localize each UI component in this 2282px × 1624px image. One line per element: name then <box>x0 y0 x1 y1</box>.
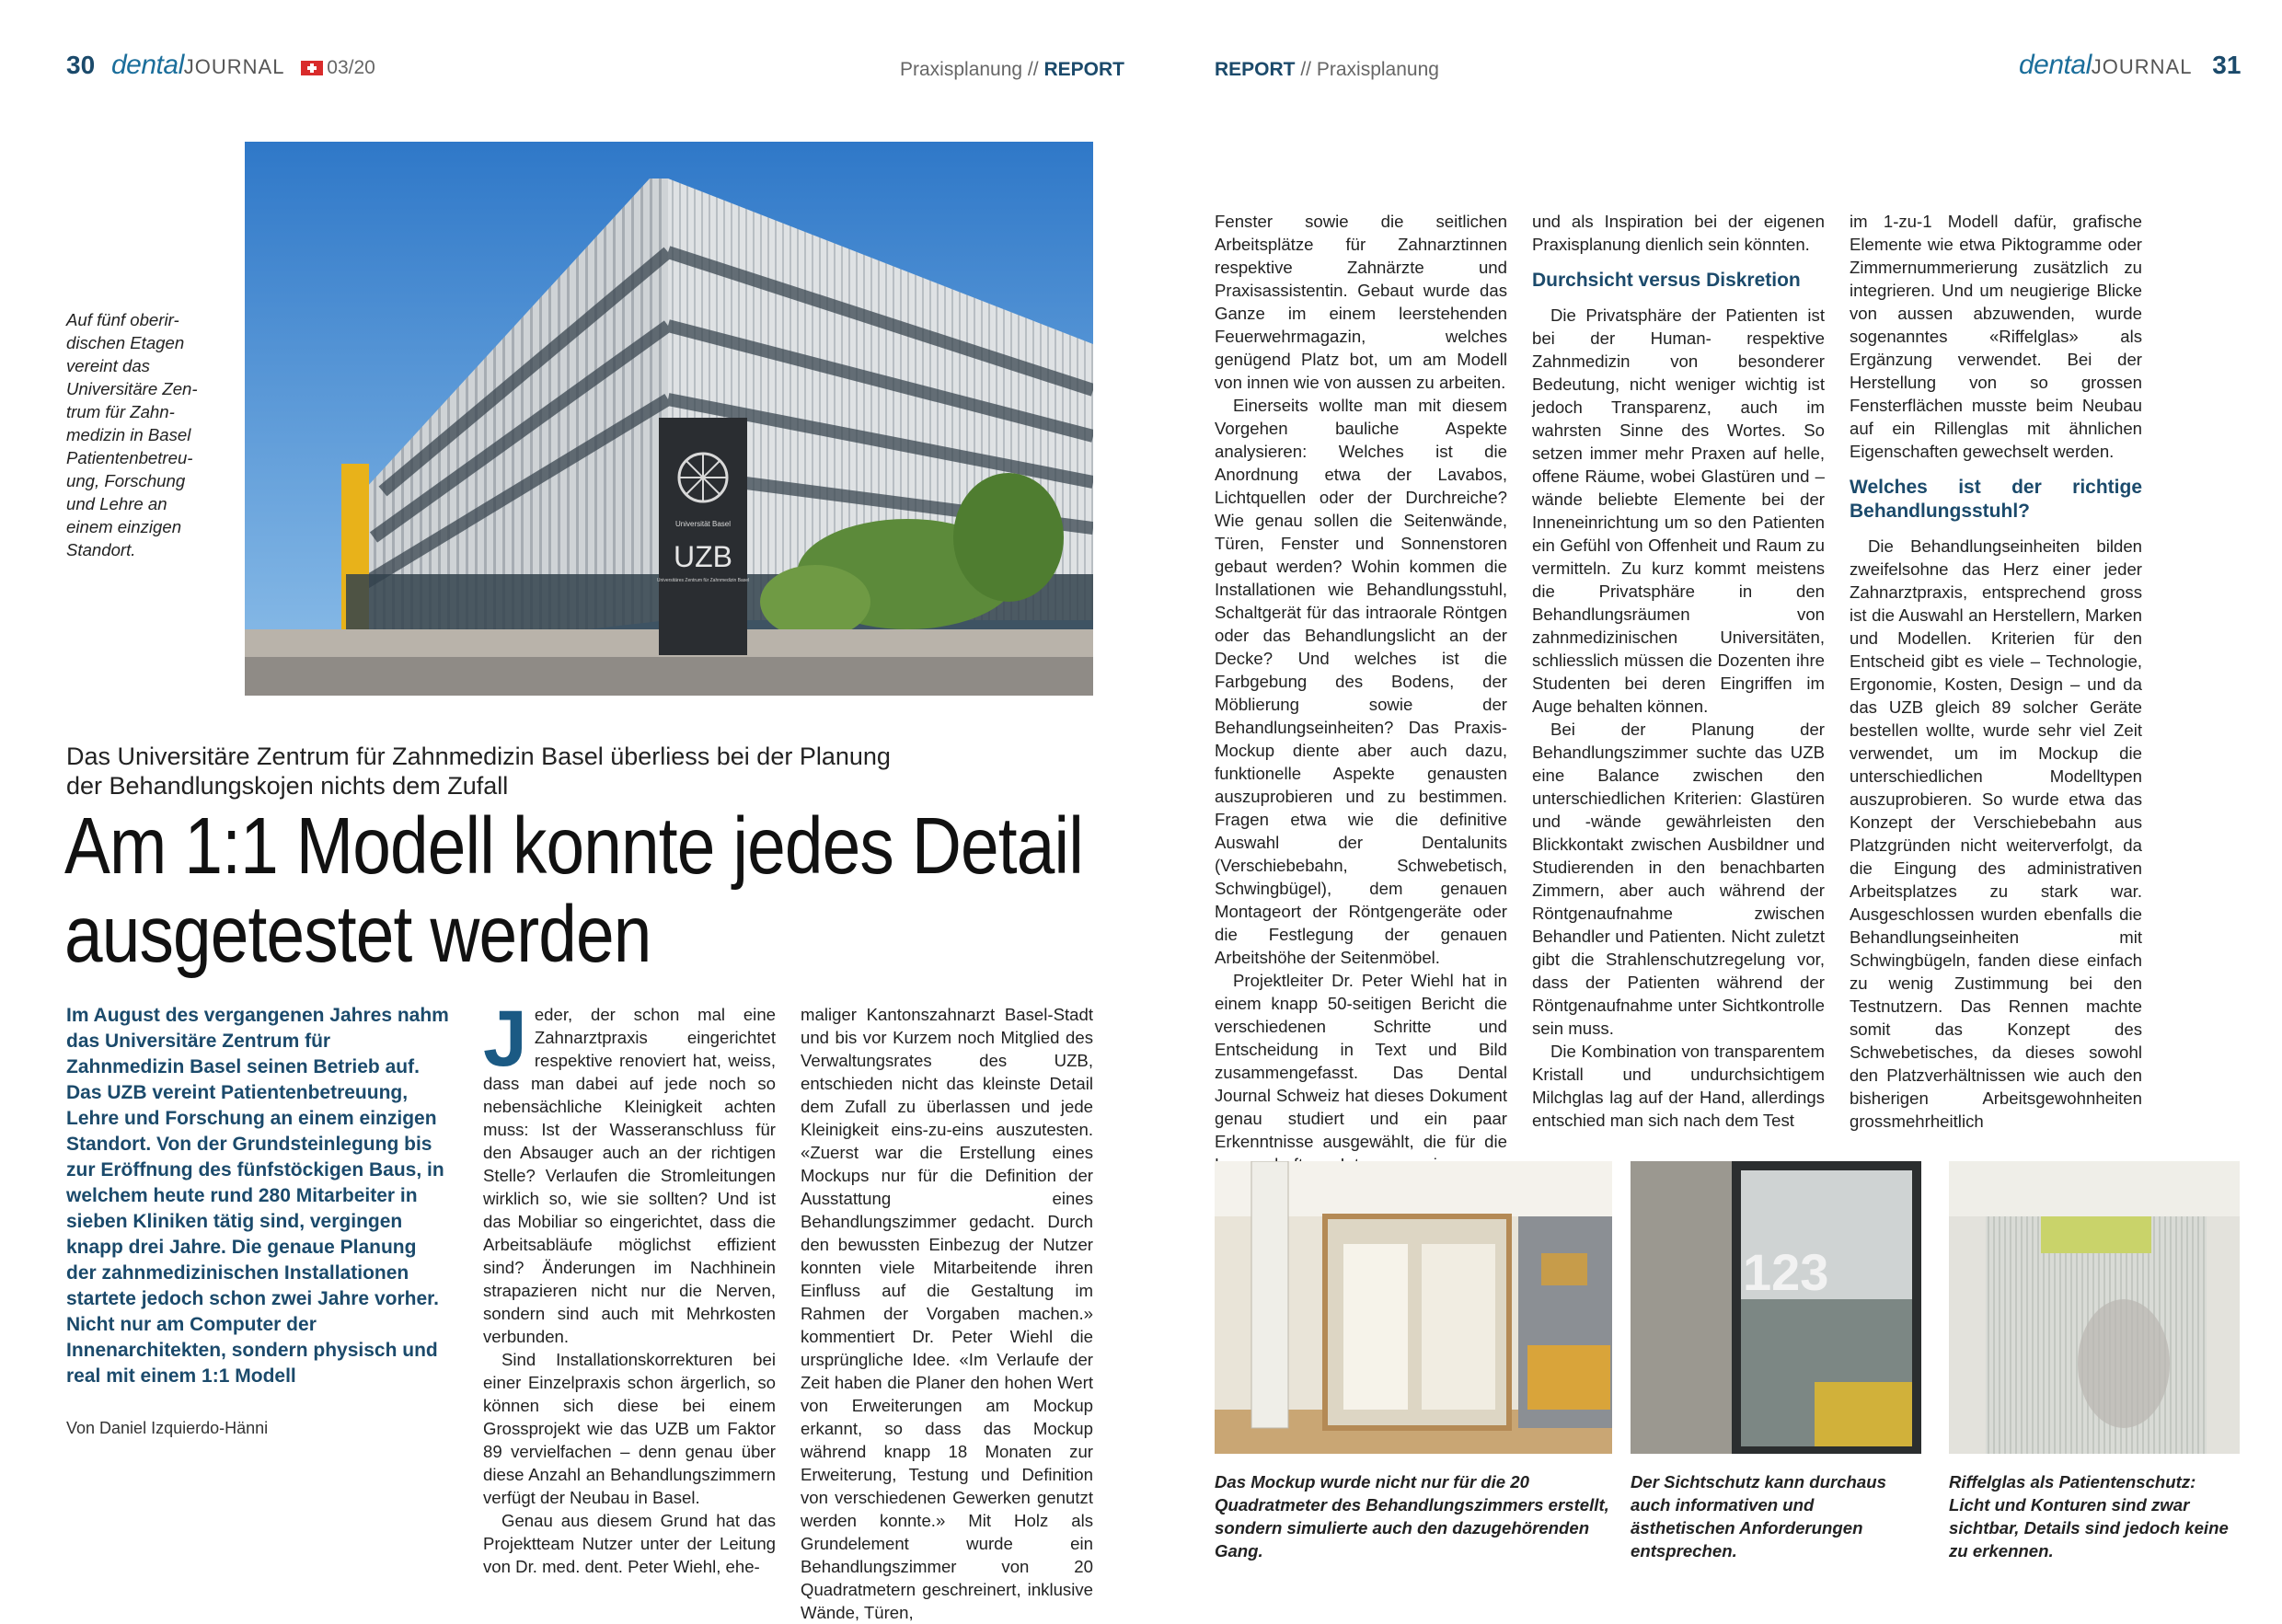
column-4 <box>1215 210 1507 1176</box>
subheading-durchsicht: Durchsicht versus Diskretion <box>1532 270 1801 291</box>
article-kicker: Das Universitäre Zentrum für Zahnmedizin Basel überliess bei der Planung der Behandlungskojen nichts dem Zufall <box>66 743 891 800</box>
right-page <box>1141 0 2282 1613</box>
subheading-behandlungsstuhl: Welches ist der richtige Behandlungsstuhl? <box>1850 477 2142 522</box>
brand-dental-right: dental <box>2019 50 2092 80</box>
sign-subtitle: Universitäres Zentrum für Zahnmedizin Basel <box>656 578 750 583</box>
page-number-right: 31 <box>2212 51 2242 79</box>
room-number-text: 123 <box>1743 1243 1829 1301</box>
hero-caption: Auf fünf oberir- dischen Etagen vereint das Universitäre Zen- trum für Zahn- medizin in Basel Patientenbetreu- ung, Forschung und Lehre an einem einzigen Standort. <box>66 310 198 559</box>
col2-paragraph-3: Genau aus diesem Grund hat das Projektteam Nutzer unter der Leitung von Dr. med. dent. Peter Wiehl, ehe- <box>483 1511 776 1576</box>
issue-number: 03/20 <box>327 57 375 78</box>
glass-door-photo <box>1631 1161 1921 1454</box>
hero-building-photo <box>245 142 1093 696</box>
col4-paragraph-2: Einerseits wollte man mit diesem Vorgehen bauliche Aspekte analysieren: Welches ist die Anordnung etwa der Lavabos, Lichtquellen oder der Durchreiche? Wie genau sollen die Seitenwände, Türen, Fenster und Sonnenstoren gebaut werden? Wohin kommen die Installationen wie Behandlungsstuhl, Schaltgerät für das intraorale Röntgen oder das Behandlungslicht an der Decke? Und welches ist die Farbgebung des Bodens, der Möblierung sowie der Behandlungseinheiten? Das Praxis-Mockup diente aber auch dazu, funktionelle Aspekte genausten auszuprobieren und zu bestimmen. Fragen etwa wie die definitive Auswahl der Dentalunits (Verschiebebahn, Schwebetisch, Schwingbügel), dem genauen Montageort der Röntgengeräte oder die Festlegung der genauen Arbeitshöhe der Seitenmöbel. <box>1215 396 1507 967</box>
left-page <box>0 0 1141 1622</box>
right-header <box>2019 50 2241 81</box>
column-5 <box>1532 210 1825 1132</box>
section-report-right: REPORT <box>1215 59 1296 80</box>
section-category-right: // Praxisplanung <box>1295 59 1439 80</box>
riffelglas-photo <box>1949 1161 2240 1454</box>
brand-journal: JOURNAL <box>183 55 285 78</box>
sign-university-text: Universität Basel <box>674 520 732 528</box>
right-section-label <box>1215 59 1439 81</box>
col4-paragraph-3: Projektleiter Dr. Peter Wiehl hat in einem knapp 50-seitigen Bericht die verschiedenen Schritte und Entscheidung in Text und Bild zusammengefasst. Das Dental Journal Schweiz hat dieses Dokument genau studiert und ein paar Erkenntnisse ausgewählt, die für die <box>1215 971 1507 1151</box>
column-2 <box>483 995 776 1578</box>
headline-line-1: Am 1:1 Modell konnte jedes Detail <box>64 801 1084 891</box>
swiss-flag-icon <box>301 61 323 75</box>
drop-cap: J <box>483 995 527 1083</box>
col6-paragraph-2: Die Behandlungseinheiten bilden zweifelsohne das Herz einer jeder Zahnarztpraxis, entsprechend gross ist die Auswahl an Herstellern, Marken und Modellen. Kriterien für den Entscheid gibt es viele – Technologie, Ergonomie, Kosten, Design – und da das UZB gleich 89 solcher Geräte bestellen wollte, wurde sehr viel Zeit verwendet, um im Mockup die unterschiedlichen Modelltypen auszuprobieren. So wurde etwa das Konzept der Verschiebebahn aus Platzgründen nicht weiterverfolgt, da die Eingung des administrativen Arbeitsplatzes zu stark war. Ausgeschlossen wurden ebenfalls die Behandlungseinheiten mit Schwingbügeln, fanden diese einfach zu wenig Zustimmung bei den Testnutzern. Das Rennen machte somit das Konzept des Schwebetisches, da dieses sowohl den Platzverhältnissen wie auch den bisherigen Arbeitsgewohnheiten grossmehrheitlich <box>1850 536 2142 1131</box>
left-header <box>66 50 375 81</box>
caption-glass-door: Der Sichtschutz kann durchaus auch informativen und ästhetischen Anforderungen entsprechen. <box>1631 1472 1886 1561</box>
section-category: Praxisplanung // <box>900 59 1044 80</box>
sign-logo-uzb: UZB <box>674 540 732 573</box>
mockup-photo <box>1215 1161 1612 1454</box>
col5-paragraph-3: Bei der Planung der Behandlungszimmer suchte das UZB eine Balance zwischen den unterschiedlichen Kriterien: Glastüren und -wände gewährleisten den Blickkontakt zwischen Ausbildner und Studierenden in den benachbarten Zimmern, aber auch während der Röntgenaufnahme zwischen Behandler und Patienten. Nicht zuletzt gibt die Strahlenschutzregelung vor, dass der Patienten während der Röntgenaufnahme unter Sichtkontrolle sein muss. <box>1532 720 1825 1038</box>
column-6 <box>1850 210 2142 1133</box>
left-section-label <box>900 59 1124 81</box>
brand-journal-right: JOURNAL <box>2091 55 2193 78</box>
headline-line-2: ausgetestet werden <box>64 890 651 979</box>
caption-mockup: Das Mockup wurde nicht nur für die 20 Quadratmeter des Behandlungszimmers erstellt, sondern simulierte auch den dazugehörenden Gang. <box>1215 1472 1609 1561</box>
page-number-left: 30 <box>66 51 96 79</box>
col5-paragraph-2: Die Privatsphäre der Patienten ist bei der Human- respektive Zahnmedizin von besonderer Bedeutung, nicht weniger wichtig ist jedoch Transparenz, auch im wahrsten Sinne des Wortes. So setzen immer mehr Praxen auf helle, offene Räume, wobei Glastüren und –wände beliebte Elemente bei der Inneneinrichtung um so den Patienten ein Gefühl von Offenheit und Raum zu vermitteln. Zu kurz kommt meistens die Privatsphäre in den Behandlungsräumen von zahnmedizinischen Universitäten, schliesslich müssen die Dozenten ihre Studenten bei deren Eingriffen im Auge behalten können. <box>1532 305 1825 716</box>
col4-paragraph-1: Fenster sowie die seitlichen Arbeitsplätze für Zahnarztinnen respektive Zahnärzte und Praxisassistentin. Gebaut wurde das Ganze im einem leerstehenden Feuerwehrmagazin, welches genügend Platz bot, um am Modell von innen wie von aussen zu arbeiten. <box>1215 212 1507 392</box>
col2-paragraph-2: Sind Installationskorrekturen bei einer Einzelpraxis schon ärgerlich, so können sich diese bei einem Grossprojekt wie das UZB um Faktor 89 vervielfachen – denn genau über diese Anzahl an Behandlungszimmern verfügt der Neubau in Basel. <box>483 1350 776 1507</box>
col3-paragraph-1: maliger Kantonszahnarzt Basel-Stadt und bis vor Kurzem noch Mitglied des Verwaltungsrates des UZB, entschieden nicht das kleinste Detail dem Zufall zu überlassen und jede Kleinigkeit eins-zu-eins auszutesten. «Zuerst war die Erstellung eines Mockups nur für die Definition der Ausstattung eines Behandlungszimmer gedacht. Durch den bewussten Einbezug der Nutzer konnten viele Mitarbeitende ihren Einfluss auf die Gestaltung im Rahmen der Vorgaben machen.» kommentiert Dr. Peter Wiehl die ursprüngliche Idee. «Im Verlaufe der Zeit haben die Planer den hohen Wert von Erweiterungen am Mockup erkannt, so dass das Mockup während knapp 18 Monaten zur Erweiterung, Testung und Definition von verschiedenen Gewerken genutzt werden konnte.» Mit Holz als Grundelement wurde ein Behandlungszimmer von 20 Quadratmetern geschreinert, inklusive Wände, Türen, <box>801 1005 1093 1622</box>
column-3 <box>801 1003 1093 1624</box>
article-author: Von Daniel Izquierdo-Hänni <box>66 1419 269 1437</box>
col5-paragraph-4: Die Kombination von transparentem Kristall und undurchsichtigem Milchglas lag auf der Hand, allerdings entschied man sich nach dem Test <box>1532 1042 1825 1130</box>
col6-paragraph-1: im 1-zu-1 Modell dafür, grafische Elemente wie etwa Piktogramme oder Zimmernummerierung zusätzlich zu integrieren. Und um neugierige Blicke von aussen abzuwenden, wurde sogenanntes «Riffelglas» als Ergänzung verwendet. Bei der Herstellung von so grossen Fensterflächen musste beim Neubau auf ein Rillenglas mit ähnlichen Eigenschaften gewechselt werden. <box>1850 212 2142 461</box>
article-lead: Im August des vergangenen Jahres nahm das Universitäre Zentrum für Zahnmedizin Basel seinen Betrieb auf. Das UZB vereint Patientenbetreuung, Lehre und Forschung an einem einzigen Standort. Von der Grundsteinlegung bis zur Eröffnung des fünfstöckigen Baus, in welchem heute rund 280 Mitarbeiter in sieben Kliniken tätig sind, vergingen knapp drei Jahre. Die genaue Planung der zahnmedizinischen Installationen startete jedoch schon zwei Jahre vorher. Nicht nur am Computer der Innenarchitekten, sondern physisch und real mit einem 1:1 Modell <box>66 1005 449 1387</box>
caption-riffelglas: Riffelglas als Patientenschutz: Licht und Konturen sind zwar sichtbar, Details sind jedoch keine zu erkennen. <box>1949 1472 2229 1561</box>
col2-paragraph-1: eder, der schon mal eine Zahnarztpraxis eingerichtet respektive renoviert hat, weiss, dass man dabei auf jede noch so nebensächliche Kleinigkeit achten muss: Ist der Wasseranschluss für den Absauger auch an der richtigen Stelle? Verlaufen die Stromleitungen wirklich so, wie sie sollten? Und ist das Mobiliar so eingerichtet, dass die Arbeitsabläufe möglichst effizient sind? Änderungen im Nachhinein strapazieren nicht nur die Nerven, sondern sind auch mit Mehrkosten verbunden. <box>483 1005 776 1346</box>
section-report: REPORT <box>1043 59 1124 80</box>
col5-paragraph-1: und als Inspiration bei der eigenen Praxisplanung dienlich sein könnten. <box>1532 212 1825 254</box>
brand-dental: dental <box>111 50 184 80</box>
